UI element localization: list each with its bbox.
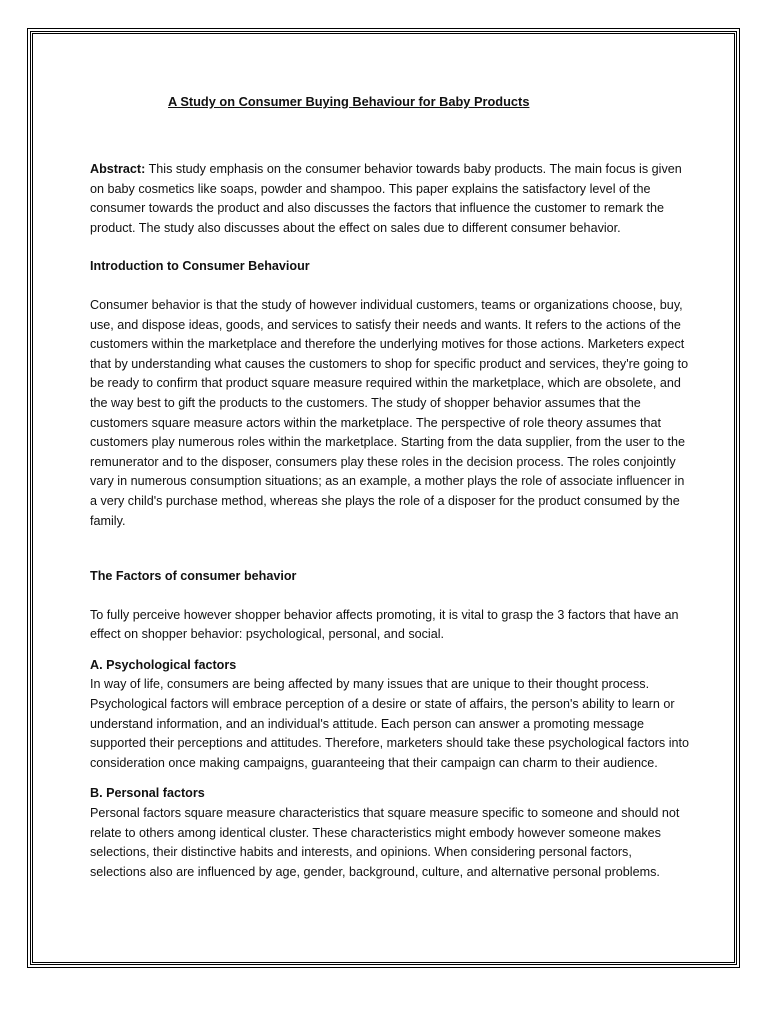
factors-heading: The Factors of consumer behavior <box>90 569 297 584</box>
personal-heading: B. Personal factors <box>90 786 205 801</box>
abstract-paragraph <box>90 160 690 238</box>
document-body <box>90 92 690 882</box>
factors-paragraph: To fully perceive however shopper behavior affects promoting, it is vital to grasp the 3 factors that have an effect on shopper behavior: psychological, personal, and social. <box>90 607 679 642</box>
personal-paragraph: Personal factors square measure characteristics that square measure specific to someone and should not relate to others among identical cluster. These characteristics might embody however someone makes selections, their distinctive habits and interests, and opinions. When considering personal factors, selections also are influenced by age, gender, background, culture, and alternative personal problems. <box>90 806 680 879</box>
psychological-paragraph: In way of life, consumers are being affected by many issues that are unique to their thought process. Psychological factors will embrace perception of a desire or state of affairs, the person's ability to learn or understand information, and an individual's attitude. Each person can answer a promoting message supported their perceptions and attitudes. Therefore, marketers should take these psychological factors into consideration once making campaigns, guaranteeing that their campaign can charm to their audience. <box>90 677 690 770</box>
intro-heading: Introduction to Consumer Behaviour <box>90 259 310 274</box>
document-title: A Study on Consumer Buying Behaviour for Baby Products <box>168 94 530 109</box>
intro-paragraph: Consumer behavior is that the study of however individual customers, teams or organizations choose, buy, use, and dispose ideas, goods, and services to satisfy their needs and wants. It refers to the actions of the customers within the marketplace and therefore the underlying motives for those actions. Marketers expect that by understanding what causes the customers to shop for specific product and services, they're going to be ready to confirm that product square measure required within the marketplace, which are obsolete, and the way best to gift the products to the customers. The study of shopper behavior assumes that the customers square measure actors within the marketplace. The perspective of role theory assumes that customers play numerous roles within the marketplace. Starting from the data supplier, from the user to the remunerator and to the disposer, consumers play these roles in the decision process. The roles conjointly vary in numerous consumption situations; as an example, a mother plays the role of associate influencer in a very child's purchase method, whereas she plays the role of a disposer for the product consumed by the family. <box>90 297 689 528</box>
abstract-text: This study emphasis on the consumer behavior towards baby products. The main focus is given on baby cosmetics like soaps, powder and shampoo. This paper explains the satisfactory level of the consumer towards the product and also discusses the factors that influence the customer to remark the product. The study also discusses about the effect on sales due to different consumer behavior. <box>90 162 682 235</box>
abstract-label: Abstract: <box>90 162 146 176</box>
psychological-heading: A. Psychological factors <box>90 657 237 672</box>
